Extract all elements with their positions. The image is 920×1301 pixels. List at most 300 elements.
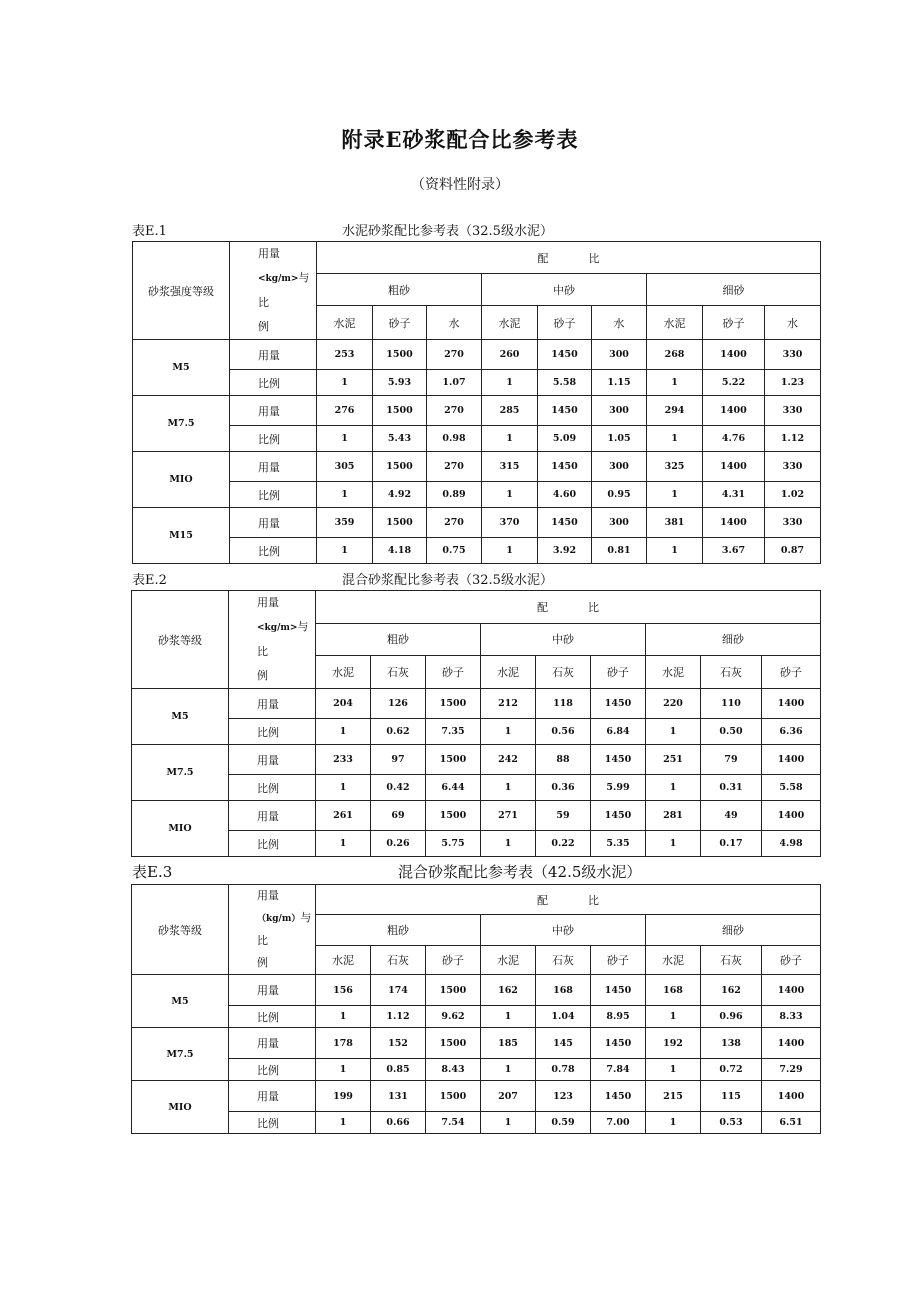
ratio-row — [132, 831, 821, 857]
usage-value-cell: 1450 — [591, 975, 646, 1006]
ratio-value-cell: 1 — [646, 831, 701, 857]
ratio-value-cell: 7.54 — [426, 1112, 481, 1134]
ratio-value-cell: 1 — [317, 426, 373, 452]
ratio-value-cell: 6.36 — [762, 719, 821, 745]
ratio-row — [133, 482, 821, 508]
usage-value-cell: 270 — [427, 508, 482, 538]
usage-value-cell: 1450 — [591, 1081, 646, 1112]
ratio-value-cell: 8.33 — [762, 1006, 821, 1028]
ratio-value-cell: 0.50 — [701, 719, 762, 745]
usage-label-cell: 用量 — [229, 975, 316, 1006]
ratio-value-cell: 1 — [481, 1006, 536, 1028]
usage-label-cell: 用量 — [229, 801, 316, 831]
ratio-value-cell: 1.15 — [592, 370, 647, 396]
grade-cell: MIO — [132, 1081, 229, 1134]
ratio-value-cell: 4.31 — [703, 482, 765, 508]
ratio-value-cell: 1 — [481, 719, 536, 745]
usage-label-cell: 用量 — [229, 1028, 316, 1059]
unit-header-line2 — [257, 615, 315, 664]
ratio-value-cell: 1 — [316, 831, 371, 857]
table-e2-title: 混合砂浆配比参考表（32.5级水泥） — [342, 573, 553, 588]
usage-value-cell: 330 — [765, 396, 821, 426]
ratio-label-cell: 比例 — [230, 370, 317, 396]
ratio-value-cell: 1 — [647, 538, 703, 564]
ratio-value-cell: 1 — [317, 482, 373, 508]
col-lime: 石灰 — [536, 945, 591, 974]
table-e1-title: 水泥砂浆配比参考表（32.5级水泥） — [342, 224, 553, 239]
col-cement: 水泥 — [316, 945, 371, 974]
ratio-value-cell: 0.89 — [427, 482, 482, 508]
ratio-value-cell: 0.62 — [371, 719, 426, 745]
ratio-value-cell: 5.58 — [538, 370, 592, 396]
col-sand: 砂子 — [373, 306, 427, 340]
ratio-value-cell: 4.98 — [762, 831, 821, 857]
usage-value-cell: 1450 — [591, 745, 646, 775]
col-lime: 石灰 — [371, 945, 426, 974]
unit-header-line2 — [258, 266, 316, 315]
ratio-value-cell: 1 — [482, 426, 538, 452]
coarse-sand-header: 粗砂 — [316, 915, 481, 945]
usage-value-cell: 1450 — [538, 396, 592, 426]
grade-cell: M5 — [132, 689, 229, 745]
ratio-value-cell: 6.51 — [762, 1112, 821, 1134]
usage-value-cell: 1400 — [762, 975, 821, 1006]
usage-value-cell: 253 — [317, 340, 373, 370]
ratio-value-cell: 1.05 — [592, 426, 647, 452]
grade-cell: MIO — [133, 452, 230, 508]
usage-value-cell: 79 — [701, 745, 762, 775]
medium-sand-header: 中砂 — [481, 623, 646, 656]
usage-value-cell: 212 — [481, 689, 536, 719]
usage-value-cell: 156 — [316, 975, 371, 1006]
ratio-value-cell: 1 — [481, 775, 536, 801]
ratio-value-cell: 1 — [646, 719, 701, 745]
usage-value-cell: 1500 — [426, 745, 481, 775]
usage-value-cell: 110 — [701, 689, 762, 719]
usage-row — [132, 975, 821, 1006]
ratio-value-cell: 0.98 — [427, 426, 482, 452]
peibi-char-2: 比 — [588, 600, 599, 614]
col-sand: 砂子 — [591, 656, 646, 689]
ratio-value-cell: 0.31 — [701, 775, 762, 801]
usage-value-cell: 1500 — [426, 1081, 481, 1112]
ratio-value-cell: 0.85 — [371, 1059, 426, 1081]
peibi-header — [317, 242, 821, 274]
usage-label-cell: 用量 — [230, 452, 317, 482]
usage-value-cell: 1500 — [373, 396, 427, 426]
ratio-value-cell: 0.78 — [536, 1059, 591, 1081]
ratio-value-cell: 4.60 — [538, 482, 592, 508]
unit-text: （kg/m） — [257, 914, 301, 924]
usage-value-cell: 261 — [316, 801, 371, 831]
peibi-char-1: 配 — [537, 600, 548, 614]
usage-row — [132, 1028, 821, 1059]
col-water: 水 — [765, 306, 821, 340]
ratio-value-cell: 1 — [316, 1059, 371, 1081]
ratio-value-cell: 1 — [316, 1006, 371, 1028]
ratio-row — [132, 1006, 821, 1028]
ratio-value-cell: 0.81 — [592, 538, 647, 564]
usage-value-cell: 138 — [701, 1028, 762, 1059]
ratio-value-cell: 6.84 — [591, 719, 646, 745]
usage-value-cell: 123 — [536, 1081, 591, 1112]
unit-header-cell — [230, 242, 317, 340]
ratio-value-cell: 5.75 — [426, 831, 481, 857]
ratio-value-cell: 0.75 — [427, 538, 482, 564]
col-lime: 石灰 — [536, 656, 591, 689]
usage-value-cell: 88 — [536, 745, 591, 775]
ratio-value-cell: 7.84 — [591, 1059, 646, 1081]
ratio-label-cell: 比例 — [230, 426, 317, 452]
ratio-value-cell: 1 — [317, 538, 373, 564]
table-e1 — [132, 241, 821, 564]
usage-value-cell: 49 — [701, 801, 762, 831]
usage-value-cell: 359 — [317, 508, 373, 538]
usage-value-cell: 381 — [647, 508, 703, 538]
ratio-value-cell: 0.66 — [371, 1112, 426, 1134]
col-cement: 水泥 — [481, 945, 536, 974]
usage-label-cell: 用量 — [230, 396, 317, 426]
grade-cell: M5 — [133, 340, 230, 396]
ratio-value-cell: 0.26 — [371, 831, 426, 857]
ratio-value-cell: 1.12 — [371, 1006, 426, 1028]
col-sand: 砂子 — [762, 656, 821, 689]
usage-value-cell: 1400 — [762, 745, 821, 775]
usage-value-cell: 204 — [316, 689, 371, 719]
ratio-value-cell: 0.17 — [701, 831, 762, 857]
coarse-sand-header: 粗砂 — [317, 274, 482, 306]
unit-header-line3: 例 — [258, 320, 269, 333]
usage-value-cell: 330 — [765, 452, 821, 482]
usage-value-cell: 145 — [536, 1028, 591, 1059]
usage-value-cell: 270 — [427, 396, 482, 426]
ratio-value-cell: 1 — [317, 370, 373, 396]
usage-value-cell: 251 — [646, 745, 701, 775]
usage-row — [132, 801, 821, 831]
usage-label-cell: 用量 — [230, 508, 317, 538]
usage-value-cell: 162 — [481, 975, 536, 1006]
ratio-row — [132, 719, 821, 745]
usage-label-cell: 用量 — [230, 340, 317, 370]
usage-row — [133, 452, 821, 482]
usage-value-cell: 207 — [481, 1081, 536, 1112]
usage-value-cell: 330 — [765, 508, 821, 538]
ratio-label-cell: 比例 — [229, 775, 316, 801]
usage-row — [132, 745, 821, 775]
ratio-value-cell: 5.93 — [373, 370, 427, 396]
col-cement: 水泥 — [646, 945, 701, 974]
ratio-label-cell: 比例 — [230, 482, 317, 508]
ratio-label-cell: 比例 — [229, 719, 316, 745]
usage-value-cell: 115 — [701, 1081, 762, 1112]
peibi-header — [316, 591, 821, 624]
ratio-value-cell: 5.43 — [373, 426, 427, 452]
ratio-value-cell: 1 — [647, 482, 703, 508]
usage-value-cell: 178 — [316, 1028, 371, 1059]
usage-row — [132, 689, 821, 719]
usage-value-cell: 271 — [481, 801, 536, 831]
col-lime: 石灰 — [701, 656, 762, 689]
usage-value-cell: 152 — [371, 1028, 426, 1059]
usage-value-cell: 199 — [316, 1081, 371, 1112]
ratio-value-cell: 5.22 — [703, 370, 765, 396]
usage-value-cell: 300 — [592, 508, 647, 538]
usage-value-cell: 126 — [371, 689, 426, 719]
row-header-cell: 砂浆等级 — [132, 885, 229, 975]
peibi-header — [316, 885, 821, 915]
ratio-label-cell: 比例 — [229, 1112, 316, 1134]
ratio-value-cell: 0.22 — [536, 831, 591, 857]
ratio-value-cell: 0.42 — [371, 775, 426, 801]
usage-value-cell: 59 — [536, 801, 591, 831]
fine-sand-header: 细砂 — [647, 274, 821, 306]
usage-value-cell: 315 — [482, 452, 538, 482]
unit-header-line1: 用量 — [257, 889, 279, 902]
ratio-value-cell: 1 — [646, 1006, 701, 1028]
ratio-value-cell: 1 — [646, 1059, 701, 1081]
col-sand: 砂子 — [762, 945, 821, 974]
usage-value-cell: 1450 — [591, 801, 646, 831]
ratio-value-cell: 6.44 — [426, 775, 481, 801]
peibi-char-1: 配 — [537, 893, 548, 907]
usage-value-cell: 300 — [592, 396, 647, 426]
col-cement: 水泥 — [482, 306, 538, 340]
medium-sand-header: 中砂 — [481, 915, 646, 945]
ratio-value-cell: 1.04 — [536, 1006, 591, 1028]
usage-row — [132, 1081, 821, 1112]
page-subtitle: （资料性附录） — [411, 177, 509, 193]
table-e2 — [131, 590, 821, 857]
medium-sand-header: 中砂 — [482, 274, 647, 306]
fine-sand-header: 细砂 — [646, 623, 821, 656]
coarse-sand-header: 粗砂 — [316, 623, 481, 656]
usage-row — [133, 340, 821, 370]
usage-value-cell: 260 — [482, 340, 538, 370]
usage-label-cell: 用量 — [229, 689, 316, 719]
ratio-value-cell: 4.76 — [703, 426, 765, 452]
col-sand: 砂子 — [703, 306, 765, 340]
ratio-value-cell: 1 — [482, 370, 538, 396]
ratio-row — [133, 426, 821, 452]
usage-value-cell: 285 — [482, 396, 538, 426]
unit-header-cell — [229, 591, 316, 689]
ratio-value-cell: 1 — [646, 775, 701, 801]
grade-cell: MIO — [132, 801, 229, 857]
ratio-value-cell: 1 — [646, 1112, 701, 1134]
ratio-label-cell: 比例 — [229, 1006, 316, 1028]
usage-value-cell: 1400 — [762, 1081, 821, 1112]
usage-value-cell: 192 — [646, 1028, 701, 1059]
ratio-value-cell: 1 — [647, 426, 703, 452]
usage-value-cell: 276 — [317, 396, 373, 426]
ratio-value-cell: 0.96 — [701, 1006, 762, 1028]
ratio-value-cell: 4.18 — [373, 538, 427, 564]
usage-value-cell: 270 — [427, 452, 482, 482]
row-header-cell: 砂浆等级 — [132, 591, 229, 689]
usage-value-cell: 162 — [701, 975, 762, 1006]
col-water: 水 — [427, 306, 482, 340]
unit-header-line1: 用量 — [257, 596, 279, 609]
usage-value-cell: 174 — [371, 975, 426, 1006]
usage-value-cell: 185 — [481, 1028, 536, 1059]
usage-label-cell: 用量 — [229, 745, 316, 775]
ratio-row — [133, 538, 821, 564]
usage-value-cell: 270 — [427, 340, 482, 370]
usage-value-cell: 1400 — [762, 1028, 821, 1059]
usage-value-cell: 1500 — [426, 975, 481, 1006]
usage-value-cell: 1450 — [591, 1028, 646, 1059]
usage-value-cell: 300 — [592, 452, 647, 482]
usage-value-cell: 1400 — [762, 801, 821, 831]
col-sand: 砂子 — [591, 945, 646, 974]
ratio-row — [132, 1059, 821, 1081]
peibi-char-2: 比 — [588, 251, 600, 265]
usage-value-cell: 168 — [536, 975, 591, 1006]
ratio-value-cell: 0.36 — [536, 775, 591, 801]
usage-value-cell: 1400 — [762, 689, 821, 719]
unit-suffix: 与比 — [258, 271, 310, 309]
usage-value-cell: 1500 — [373, 508, 427, 538]
usage-value-cell: 168 — [646, 975, 701, 1006]
ratio-value-cell: 5.09 — [538, 426, 592, 452]
ratio-value-cell: 3.92 — [538, 538, 592, 564]
usage-value-cell: 1400 — [703, 508, 765, 538]
col-water: 水 — [592, 306, 647, 340]
usage-value-cell: 300 — [592, 340, 647, 370]
unit-header-line3: 例 — [257, 669, 268, 682]
usage-value-cell: 325 — [647, 452, 703, 482]
ratio-value-cell: 1 — [316, 775, 371, 801]
ratio-value-cell: 0.56 — [536, 719, 591, 745]
col-sand: 砂子 — [426, 945, 481, 974]
unit-header-cell — [229, 885, 316, 975]
grade-cell: M5 — [132, 975, 229, 1028]
usage-value-cell: 1450 — [538, 340, 592, 370]
usage-value-cell: 1400 — [703, 340, 765, 370]
ratio-value-cell: 1 — [647, 370, 703, 396]
ratio-value-cell: 0.95 — [592, 482, 647, 508]
usage-value-cell: 268 — [647, 340, 703, 370]
ratio-value-cell: 1.23 — [765, 370, 821, 396]
usage-value-cell: 1450 — [538, 452, 592, 482]
ratio-value-cell: 5.99 — [591, 775, 646, 801]
ratio-value-cell: 9.62 — [426, 1006, 481, 1028]
row-header-cell: 砂浆强度等级 — [133, 242, 230, 340]
usage-value-cell: 215 — [646, 1081, 701, 1112]
ratio-label-cell: 比例 — [229, 831, 316, 857]
ratio-value-cell: 5.35 — [591, 831, 646, 857]
ratio-value-cell: 7.00 — [591, 1112, 646, 1134]
usage-value-cell: 1500 — [426, 689, 481, 719]
ratio-value-cell: 1 — [481, 1059, 536, 1081]
ratio-value-cell: 5.58 — [762, 775, 821, 801]
unit-text: <kg/m> — [258, 274, 299, 284]
ratio-value-cell: 4.92 — [373, 482, 427, 508]
ratio-value-cell: 0.59 — [536, 1112, 591, 1134]
ratio-value-cell: 1.12 — [765, 426, 821, 452]
table-e3-title: 混合砂浆配比参考表（42.5级水泥） — [398, 863, 642, 881]
grade-cell: M15 — [133, 508, 230, 564]
usage-row — [133, 508, 821, 538]
ratio-row — [132, 775, 821, 801]
usage-value-cell: 1500 — [426, 801, 481, 831]
col-cement: 水泥 — [647, 306, 703, 340]
grade-cell: M7.5 — [132, 1028, 229, 1081]
col-lime: 石灰 — [371, 656, 426, 689]
ratio-value-cell: 8.95 — [591, 1006, 646, 1028]
ratio-value-cell: 0.72 — [701, 1059, 762, 1081]
col-cement: 水泥 — [317, 306, 373, 340]
usage-value-cell: 220 — [646, 689, 701, 719]
page-title: 附录E砂浆配合比参考表 — [341, 127, 579, 152]
usage-value-cell: 1450 — [591, 689, 646, 719]
col-sand: 砂子 — [426, 656, 481, 689]
ratio-value-cell: 0.87 — [765, 538, 821, 564]
table-e1-label: 表E.1 — [132, 224, 167, 239]
usage-value-cell: 69 — [371, 801, 426, 831]
usage-value-cell: 242 — [481, 745, 536, 775]
usage-value-cell: 1500 — [373, 340, 427, 370]
unit-header-line2 — [257, 907, 315, 952]
unit-text: <kg/m> — [257, 623, 298, 633]
usage-value-cell: 330 — [765, 340, 821, 370]
usage-value-cell: 294 — [647, 396, 703, 426]
ratio-value-cell: 7.35 — [426, 719, 481, 745]
usage-value-cell: 131 — [371, 1081, 426, 1112]
unit-header-line1: 用量 — [258, 247, 280, 260]
ratio-value-cell: 1 — [316, 1112, 371, 1134]
usage-value-cell: 97 — [371, 745, 426, 775]
usage-value-cell: 1400 — [703, 452, 765, 482]
grade-cell: M7.5 — [132, 745, 229, 801]
usage-value-cell: 281 — [646, 801, 701, 831]
ratio-value-cell: 1 — [482, 538, 538, 564]
peibi-char-1: 配 — [537, 251, 549, 265]
ratio-value-cell: 1 — [481, 831, 536, 857]
usage-value-cell: 1500 — [426, 1028, 481, 1059]
usage-value-cell: 370 — [482, 508, 538, 538]
ratio-value-cell: 1 — [481, 1112, 536, 1134]
ratio-value-cell: 7.29 — [762, 1059, 821, 1081]
ratio-row — [133, 370, 821, 396]
ratio-value-cell: 3.67 — [703, 538, 765, 564]
usage-label-cell: 用量 — [229, 1081, 316, 1112]
table-e3 — [131, 884, 821, 1134]
table-e2-label: 表E.2 — [132, 573, 167, 588]
col-lime: 石灰 — [701, 945, 762, 974]
usage-value-cell: 118 — [536, 689, 591, 719]
usage-value-cell: 1450 — [538, 508, 592, 538]
peibi-char-2: 比 — [588, 893, 599, 907]
ratio-value-cell: 1 — [482, 482, 538, 508]
grade-cell: M7.5 — [133, 396, 230, 452]
ratio-row — [132, 1112, 821, 1134]
fine-sand-header: 细砂 — [646, 915, 821, 945]
ratio-value-cell: 1 — [316, 719, 371, 745]
table-e1-caption — [132, 220, 822, 238]
col-sand: 砂子 — [538, 306, 592, 340]
table-e2-caption — [132, 569, 822, 587]
ratio-label-cell: 比例 — [229, 1059, 316, 1081]
usage-row — [133, 396, 821, 426]
ratio-value-cell: 1.02 — [765, 482, 821, 508]
ratio-value-cell: 8.43 — [426, 1059, 481, 1081]
table-e3-label: 表E.3 — [132, 863, 173, 881]
col-cement: 水泥 — [316, 656, 371, 689]
usage-value-cell: 1500 — [373, 452, 427, 482]
usage-value-cell: 233 — [316, 745, 371, 775]
usage-value-cell: 305 — [317, 452, 373, 482]
